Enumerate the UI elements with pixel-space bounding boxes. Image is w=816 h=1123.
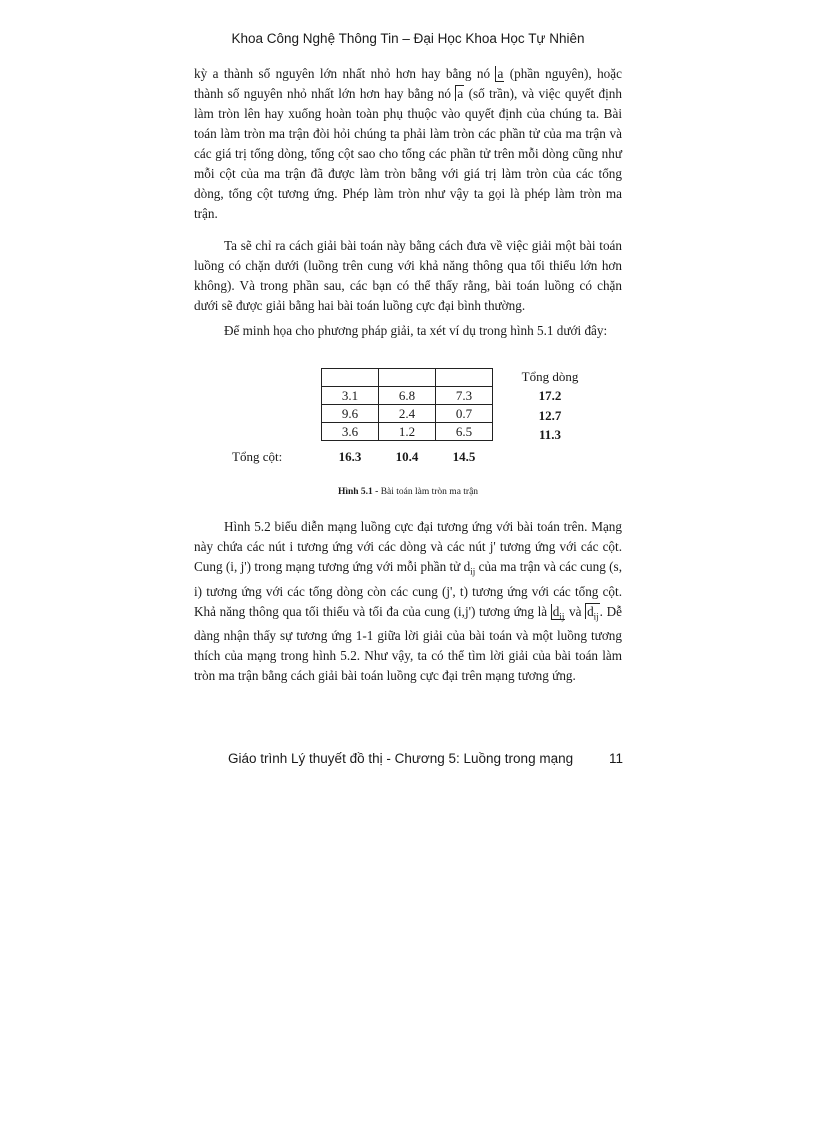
- floor-a: a: [497, 66, 504, 81]
- matrix-cell: 7.3: [436, 387, 493, 405]
- footer-title: Giáo trình Lý thuyết đồ thị - Chương 5: Luồng trong mạng: [228, 751, 574, 766]
- matrix-row: [322, 405, 493, 423]
- matrix-row: [322, 387, 493, 405]
- caption-text: Bài toán làm tròn ma trận: [378, 487, 479, 497]
- page-number: 11: [608, 751, 623, 766]
- paragraph-example-intro: [194, 321, 622, 341]
- matrix-cell: 3.1: [322, 387, 379, 405]
- col-sum-value: 16.3: [338, 449, 362, 464]
- col-sum-value: 10.4: [395, 449, 419, 464]
- paragraph-rounding-definition: [194, 64, 622, 224]
- matrix-header-cell: [436, 369, 493, 387]
- matrix-cell: 6.8: [379, 387, 436, 405]
- floor-d-subscript: ij: [559, 611, 565, 622]
- matrix-row: [322, 423, 493, 441]
- floor-dij: [551, 604, 566, 620]
- matrix-header-row: [322, 369, 493, 387]
- matrix-header-cell: [322, 369, 379, 387]
- paragraph-lower-bound-flow: [194, 236, 622, 316]
- ceil-dij: [585, 603, 600, 622]
- p1-text-3: (số trần), và việc quyết định làm tròn lên hay xuống hoàn toàn phụ thuộc vào quyết định của chúng ta. Bài toán làm tròn ma trận đòi hỏi chúng ta phải làm tròn các phần tử của ma trận và các giá trị tổng dòng, tổng cột sao cho tổng các phần tử trên mỗi dòng cũng như mỗi cột của ma trận đã được làm tròn bằng với giá trị làm tròn của các tổng dòng, tổng cột tương ứng. Phép làm tròn như vậy ta gọi là phép làm tròn ma trận.: [194, 86, 622, 221]
- matrix-cell: 2.4: [379, 405, 436, 423]
- p4-text-2: của ma trận và các cung (s, i) tương ứng với các tổng dòng còn các cung (j', t) tương ứng với các tổng cột. Khả năng thông qua tối thiểu và tối đa của cung (i,j') tương ứng là: [194, 559, 622, 619]
- p3-text: Để minh họa cho phương pháp giải, ta xét ví dụ trong hình 5.1 dưới đây:: [224, 323, 608, 338]
- matrix-table: [321, 368, 493, 441]
- matrix-header-cell: [379, 369, 436, 387]
- row-sum-label: Tổng dòng: [521, 369, 579, 384]
- p4-text-4: . Dễ dàng nhận thấy sự tương ứng 1-1 giữa lời giải của bài toán và một luồng tương thích của mạng trong hình 5.2. Như vậy, ta có thể tìm lời giải của bài toán làm tròn ma trận bằng cách giải bài toán luồng cực đại trên mạng tương ứng.: [194, 603, 622, 684]
- ceil-d-subscript: ij: [593, 611, 599, 622]
- caption-label: Hình 5.1 -: [337, 487, 379, 497]
- matrix-cell: 0.7: [436, 405, 493, 423]
- page-footer: [228, 751, 623, 766]
- ceil-a: a: [457, 86, 464, 101]
- floor-d: d: [552, 603, 560, 619]
- p1-text-2: (phần nguyên), hoặc thành số nguyên nhỏ nhất lớn hơn hay bằng nó: [194, 66, 622, 101]
- page-header: Khoa Công Nghệ Thông Tin – Đại Học Khoa Học Tự Nhiên: [231, 31, 585, 46]
- matrix-cell: 6.5: [436, 423, 493, 441]
- col-sum-value: 14.5: [452, 449, 476, 464]
- p4-text-1: Hình 5.2 biểu diễn mạng luồng cực đại tương ứng với bài toán trên. Mạng này chứa các nút i tương ứng với các dòng và các nút j' tương ứng với các cột. Cung (i, j') trong mạng tương ứng với mỗi phần tử d: [194, 519, 622, 574]
- matrix-cell: 1.2: [379, 423, 436, 441]
- row-sum-value: 17.2: [538, 388, 562, 403]
- paragraph-network-description: [194, 517, 622, 686]
- figure-caption: [0, 487, 816, 497]
- matrix-cell: 3.6: [322, 423, 379, 441]
- col-sum-label: Tổng cột:: [232, 449, 283, 464]
- subscript-ij: ij: [470, 566, 476, 577]
- row-sum-value: 11.3: [538, 427, 562, 442]
- p2-text: Ta sẽ chỉ ra cách giải bài toán này bằng cách đưa về việc giải một bài toán luồng có chặn dưới (luồng trên cung với khả năng thông qua tối thiểu lớn hơn không). Và trong phần sau, các bạn có thể thấy rằng, bài toán luồng có chặn dưới sẽ được giải bằng hai bài toán luồng cực đại bình thường.: [194, 238, 622, 313]
- ceil-d: d: [587, 603, 594, 619]
- matrix-cell: 9.6: [322, 405, 379, 423]
- row-sum-value: 12.7: [538, 408, 562, 423]
- p1-text-1: kỳ a thành số nguyên lớn nhất nhỏ hơn hay bằng nó: [194, 66, 496, 81]
- p4-text-3: và: [565, 603, 586, 619]
